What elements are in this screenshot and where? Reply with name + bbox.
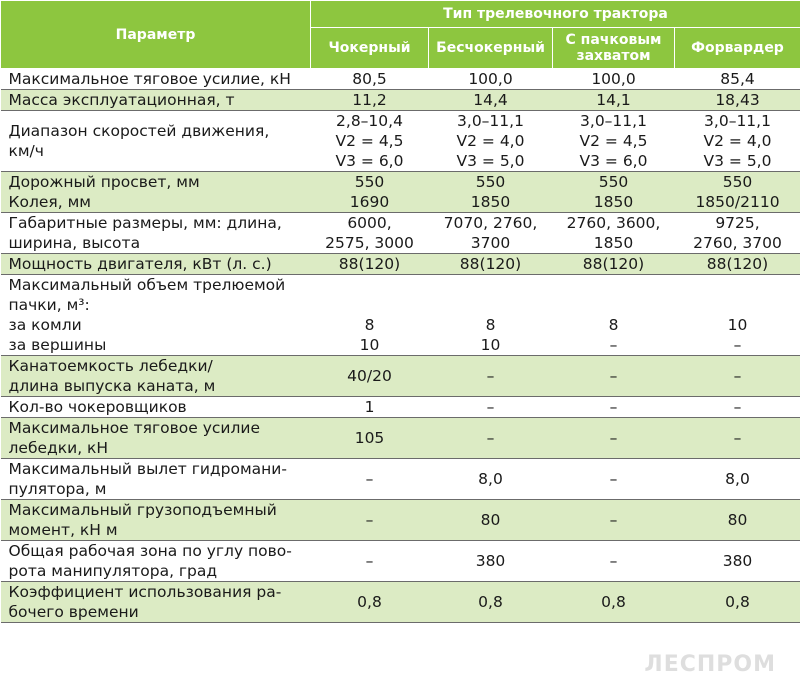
value-text: 3,0–11,1	[457, 112, 524, 130]
param-text: пачки, м³:	[8, 296, 90, 314]
value-cell	[553, 69, 675, 90]
value-cell	[553, 582, 675, 623]
value-text: –	[486, 398, 495, 416]
value-cell	[311, 69, 429, 90]
value-cell	[429, 254, 553, 275]
value-text: 0,8	[478, 593, 503, 611]
value-cell	[675, 541, 800, 582]
value-cell	[675, 356, 800, 397]
value-text: V2 = 4,5	[335, 132, 404, 150]
value-cell	[553, 90, 675, 111]
table-row	[1, 254, 800, 275]
value-text: 88(120)	[582, 255, 645, 273]
value-text: 1850	[593, 234, 634, 252]
value-text: 40/20	[347, 367, 392, 385]
value-cell	[429, 213, 553, 254]
value-cell	[675, 500, 800, 541]
value-text: 14,1	[596, 91, 631, 109]
value-cell	[311, 90, 429, 111]
value-text: –	[365, 552, 374, 570]
param-text: Колея, мм	[8, 193, 91, 211]
value-text: 1850/2110	[695, 193, 780, 211]
type-header-forwarder: Форвардер	[675, 28, 800, 69]
value-text: 80	[480, 511, 501, 529]
value-cell	[311, 111, 429, 172]
param-cell	[1, 356, 311, 397]
value-cell	[553, 254, 675, 275]
value-text: –	[609, 336, 618, 354]
value-text: 11,2	[352, 91, 387, 109]
value-text: 88(120)	[459, 255, 522, 273]
value-text: V2 = 4,0	[703, 132, 772, 150]
value-text: 100,0	[468, 70, 513, 88]
param-cell	[1, 582, 311, 623]
param-text: Максимальное тяговое усилие	[8, 419, 260, 437]
param-text: Общая рабочая зона по углу пово-	[8, 542, 292, 560]
type-header-grapple: С пачковым захватом	[553, 28, 675, 69]
value-text: 3,0–11,1	[704, 112, 771, 130]
value-cell	[675, 397, 800, 418]
type-header-choker: Чокерный	[311, 28, 429, 69]
table-row	[1, 356, 800, 397]
value-text: 8,0	[478, 470, 503, 488]
value-text: –	[609, 470, 618, 488]
value-text: V3 = 6,0	[335, 152, 404, 170]
value-cell	[553, 172, 675, 213]
value-cell	[553, 213, 675, 254]
value-text: –	[733, 429, 742, 447]
value-cell	[675, 111, 800, 172]
table-row	[1, 172, 800, 213]
value-cell	[675, 69, 800, 90]
param-text: Габаритные размеры, мм: длина,	[8, 214, 282, 232]
value-text: V3 = 6,0	[579, 152, 648, 170]
value-cell	[553, 418, 675, 459]
table-body	[1, 69, 800, 623]
value-text: 550	[598, 173, 629, 191]
value-text: 0,8	[725, 593, 750, 611]
param-text: ширина, высота	[8, 234, 141, 252]
value-text: V3 = 5,0	[456, 152, 525, 170]
value-text: 1850	[593, 193, 634, 211]
value-cell	[311, 582, 429, 623]
param-cell	[1, 500, 311, 541]
value-cell	[675, 213, 800, 254]
param-cell	[1, 541, 311, 582]
param-text: Масса эксплуатационная, т	[8, 91, 235, 109]
param-cell	[1, 397, 311, 418]
param-text: за комли	[8, 316, 82, 334]
param-cell	[1, 213, 311, 254]
value-cell	[311, 500, 429, 541]
param-cell	[1, 459, 311, 500]
param-text: момент, кН м	[8, 521, 118, 539]
value-text: 6000,	[347, 214, 392, 232]
table-row	[1, 213, 800, 254]
value-cell	[311, 172, 429, 213]
value-cell	[429, 69, 553, 90]
value-cell	[311, 275, 429, 356]
param-text: Дорожный просвет, мм	[8, 173, 200, 191]
value-cell	[553, 356, 675, 397]
value-text: –	[609, 398, 618, 416]
value-cell	[675, 582, 800, 623]
value-text: 380	[475, 552, 506, 570]
param-text: длина выпуска каната, м	[8, 377, 216, 395]
param-text: Мощность двигателя, кВт (л. с.)	[8, 255, 272, 273]
table-row	[1, 541, 800, 582]
param-cell	[1, 69, 311, 90]
value-text: 550	[354, 173, 385, 191]
value-cell	[553, 459, 675, 500]
param-text: Максимальный вылет гидромани-	[8, 460, 287, 478]
value-text: 8	[364, 316, 375, 334]
value-cell	[311, 213, 429, 254]
table-row	[1, 459, 800, 500]
param-cell	[1, 111, 311, 172]
value-text: 0,8	[357, 593, 382, 611]
value-cell	[311, 397, 429, 418]
value-text: 1690	[349, 193, 390, 211]
value-text: 8,0	[725, 470, 750, 488]
param-text: км/ч	[8, 142, 44, 160]
value-text: V3 = 5,0	[703, 152, 772, 170]
value-cell	[311, 541, 429, 582]
value-text: –	[365, 511, 374, 529]
value-cell	[429, 397, 553, 418]
value-text: 7070, 2760,	[443, 214, 538, 232]
value-text: –	[609, 552, 618, 570]
value-cell	[553, 275, 675, 356]
tractor-type-header: Тип трелевочного трактора	[311, 1, 800, 28]
value-text: 14,4	[473, 91, 508, 109]
value-cell	[429, 172, 553, 213]
value-text: 8	[608, 316, 619, 334]
value-text: 3,0–11,1	[580, 112, 647, 130]
param-text: рота манипулятора, град	[8, 562, 218, 580]
value-text: 88(120)	[706, 255, 769, 273]
table-row	[1, 69, 800, 90]
value-cell	[429, 418, 553, 459]
value-text: –	[365, 470, 374, 488]
param-text: Канатоемкость лебедки/	[8, 357, 213, 375]
value-cell	[429, 459, 553, 500]
table-row	[1, 397, 800, 418]
value-cell	[429, 582, 553, 623]
value-text: 10	[727, 316, 748, 334]
value-text: –	[609, 429, 618, 447]
value-text: –	[733, 398, 742, 416]
param-text: Диапазон скоростей движения,	[8, 122, 270, 140]
param-cell	[1, 418, 311, 459]
value-text: 88(120)	[338, 255, 401, 273]
value-text: V2 = 4,0	[456, 132, 525, 150]
watermark-logo: ЛЕСПРОМ	[644, 652, 776, 677]
value-text: 2760, 3700	[693, 234, 782, 252]
value-text: 10	[480, 336, 501, 354]
value-cell	[429, 356, 553, 397]
value-cell	[675, 254, 800, 275]
value-cell	[429, 541, 553, 582]
value-text: 2575, 3000	[325, 234, 414, 252]
table-row	[1, 111, 800, 172]
value-cell	[553, 541, 675, 582]
value-text: –	[733, 336, 742, 354]
table-row	[1, 418, 800, 459]
param-text: Кол-во чокеровщиков	[8, 398, 187, 416]
param-cell	[1, 172, 311, 213]
value-cell	[553, 500, 675, 541]
param-text: пулятора, м	[8, 480, 107, 498]
value-text: 18,43	[715, 91, 760, 109]
param-text: лебедки, кН	[8, 439, 109, 457]
value-text: 100,0	[591, 70, 636, 88]
param-text: Максимальное тяговое усилие, кН	[8, 70, 291, 88]
value-cell	[429, 500, 553, 541]
value-cell	[429, 275, 553, 356]
param-cell	[1, 275, 311, 356]
value-text: 380	[722, 552, 753, 570]
value-text: –	[486, 367, 495, 385]
value-text: 80	[727, 511, 748, 529]
value-cell	[429, 111, 553, 172]
value-text: –	[733, 367, 742, 385]
value-cell	[553, 397, 675, 418]
value-text: –	[486, 429, 495, 447]
param-cell	[1, 90, 311, 111]
param-text: за вершины	[8, 336, 107, 354]
value-cell	[311, 356, 429, 397]
param-text: Коэффициент использования ра-	[8, 583, 282, 601]
value-text: V2 = 4,5	[579, 132, 648, 150]
value-text: –	[609, 511, 618, 529]
param-text: бочего времени	[8, 603, 139, 621]
value-text: 8	[485, 316, 496, 334]
value-text: –	[609, 367, 618, 385]
table-row	[1, 582, 800, 623]
value-cell	[675, 172, 800, 213]
param-header: Параметр	[1, 1, 311, 69]
value-text: 1	[364, 398, 375, 416]
table-row	[1, 500, 800, 541]
value-cell	[675, 459, 800, 500]
value-text: 2,8–10,4	[336, 112, 403, 130]
table-row	[1, 275, 800, 356]
param-text: Максимальный грузоподъемный	[8, 501, 277, 519]
param-cell	[1, 254, 311, 275]
value-text: 10	[359, 336, 380, 354]
value-text: 85,4	[720, 70, 755, 88]
value-cell	[311, 254, 429, 275]
value-text: 105	[354, 429, 385, 447]
value-text: 80,5	[352, 70, 387, 88]
type-header-chokerless: Бесчокерный	[429, 28, 553, 69]
value-text: 9725,	[715, 214, 760, 232]
value-cell	[311, 459, 429, 500]
value-cell	[429, 90, 553, 111]
value-cell	[675, 90, 800, 111]
value-text: 3700	[470, 234, 511, 252]
value-cell	[311, 418, 429, 459]
table-row	[1, 90, 800, 111]
value-text: 0,8	[601, 593, 626, 611]
value-cell	[675, 418, 800, 459]
value-cell	[553, 111, 675, 172]
value-text: 1850	[470, 193, 511, 211]
value-cell	[675, 275, 800, 356]
value-text: 2760, 3600,	[566, 214, 661, 232]
value-text: 550	[475, 173, 506, 191]
value-text: 550	[722, 173, 753, 191]
param-text: Максимальный объем трелюемой	[8, 276, 286, 294]
